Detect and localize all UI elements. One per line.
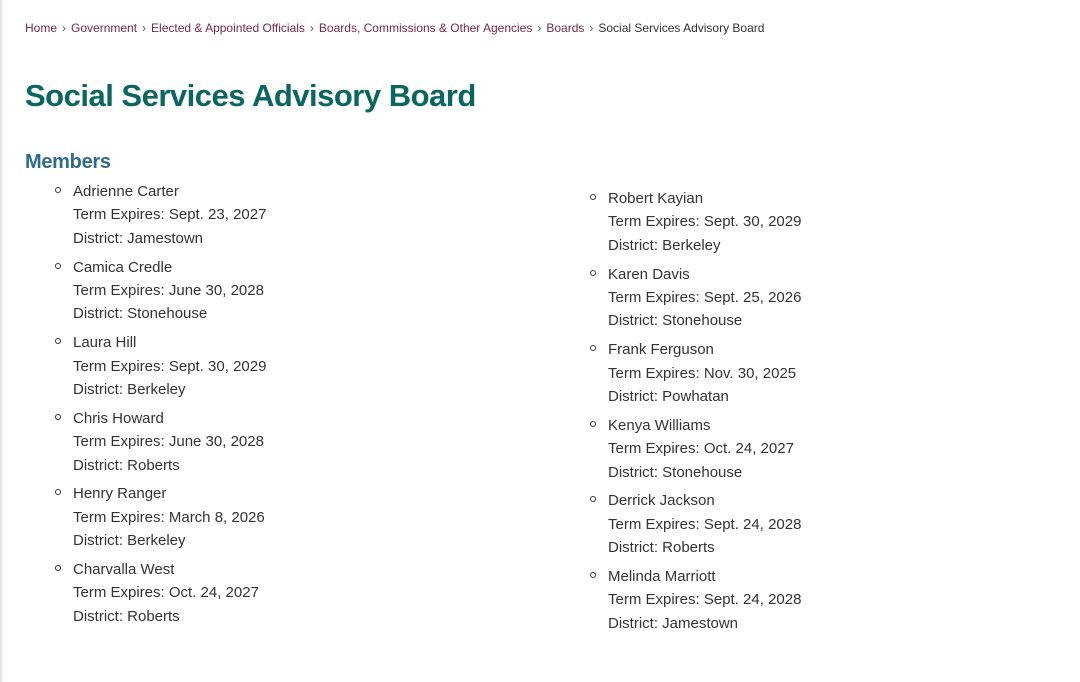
- breadcrumb-link-boards-commissions[interactable]: Boards, Commissions & Other Agencies: [318, 21, 533, 35]
- page-title: Social Services Advisory Board: [25, 78, 476, 113]
- member-district: District: Stonehouse: [608, 312, 743, 330]
- member-name: Karen Davis: [608, 265, 690, 283]
- member-term: Term Expires: Sept. 30, 2029: [608, 213, 802, 231]
- member-item: [55, 256, 266, 332]
- member-district: District: Jamestown: [608, 614, 739, 632]
- member-district: District: Berkeley: [73, 381, 186, 398]
- member-item: [590, 565, 801, 641]
- circle-bullet-icon: [590, 496, 596, 502]
- member-name: Melinda Marriott: [608, 567, 716, 585]
- member-district: District: Roberts: [73, 607, 180, 625]
- member-name: Charvalla West: [73, 560, 175, 578]
- breadcrumb-separator: ›: [142, 21, 147, 35]
- member-term: Term Expires: Oct. 24, 2027: [608, 440, 794, 458]
- member-name: Laura Hill: [73, 334, 137, 352]
- member-term: Term Expires: March 8, 2026: [73, 508, 265, 526]
- member-name: Robert Kayian: [608, 190, 704, 207]
- breadcrumb-separator: ›: [589, 21, 594, 35]
- member-name: Adrienne Carter: [73, 183, 179, 200]
- circle-bullet-icon: [590, 270, 596, 276]
- circle-bullet-icon: [55, 338, 61, 344]
- member-name: Kenya Williams: [608, 416, 711, 434]
- breadcrumb-separator: ›: [537, 21, 542, 35]
- member-name: Henry Ranger: [73, 485, 167, 503]
- member-term: Term Expires: Sept. 30, 2029: [73, 357, 267, 375]
- member-term: Term Expires: Sept. 23, 2027: [73, 206, 267, 224]
- member-district: District: Powhatan: [608, 388, 729, 405]
- member-term: Term Expires: Sept. 24, 2028: [608, 515, 802, 533]
- member-item: [55, 407, 266, 483]
- circle-bullet-icon: [55, 565, 61, 571]
- member-item: [55, 482, 266, 558]
- breadcrumb-link-boards[interactable]: Boards: [546, 21, 585, 35]
- member-name: Camica Credle: [73, 258, 173, 276]
- members-list-right: [590, 187, 801, 641]
- breadcrumb-link-home[interactable]: Home: [25, 21, 58, 35]
- member-item: [590, 187, 801, 263]
- breadcrumb-link-government[interactable]: Government: [71, 21, 138, 35]
- member-term: Term Expires: Sept. 24, 2028: [608, 591, 802, 609]
- breadcrumb-link-elected-officials[interactable]: Elected & Appointed Officials: [151, 21, 305, 35]
- member-district: District: Stonehouse: [73, 305, 208, 323]
- members-heading: Members: [25, 151, 111, 173]
- circle-bullet-icon: [590, 194, 596, 200]
- circle-bullet-icon: [590, 345, 596, 351]
- member-district: District: Jamestown: [73, 229, 204, 247]
- members-list-left: [55, 180, 266, 634]
- member-item: [55, 558, 266, 634]
- member-item: [590, 489, 801, 565]
- member-name: Derrick Jackson: [608, 492, 715, 510]
- circle-bullet-icon: [55, 489, 61, 495]
- member-term: Term Expires: Oct. 24, 2027: [73, 584, 259, 602]
- member-item: [590, 263, 801, 339]
- breadcrumb-separator: ›: [62, 21, 67, 35]
- member-name: Chris Howard: [73, 409, 164, 427]
- member-item: [590, 338, 801, 414]
- member-district: District: Stonehouse: [608, 463, 743, 481]
- member-item: [590, 414, 801, 490]
- member-district: District: Berkeley: [73, 532, 186, 550]
- member-item: [55, 180, 266, 256]
- member-name: Frank Ferguson: [608, 341, 714, 359]
- circle-bullet-icon: [55, 263, 61, 269]
- breadcrumb-separator: ›: [309, 21, 314, 35]
- circle-bullet-icon: [590, 421, 596, 427]
- circle-bullet-icon: [55, 414, 61, 420]
- member-district: District: Berkeley: [608, 236, 721, 254]
- circle-bullet-icon: [55, 187, 61, 193]
- member-district: District: Roberts: [73, 456, 180, 474]
- breadcrumb-current: Social Services Advisory Board: [598, 21, 765, 35]
- left-border: [0, 0, 2, 682]
- member-term: Term Expires: June 30, 2028: [73, 282, 264, 299]
- member-item: [55, 331, 266, 407]
- member-district: District: Roberts: [608, 539, 715, 557]
- member-term: Term Expires: June 30, 2028: [73, 433, 264, 451]
- member-term: Term Expires: Nov. 30, 2025: [608, 364, 797, 382]
- member-term: Term Expires: Sept. 25, 2026: [608, 289, 802, 306]
- circle-bullet-icon: [590, 572, 596, 578]
- breadcrumb: [25, 20, 764, 36]
